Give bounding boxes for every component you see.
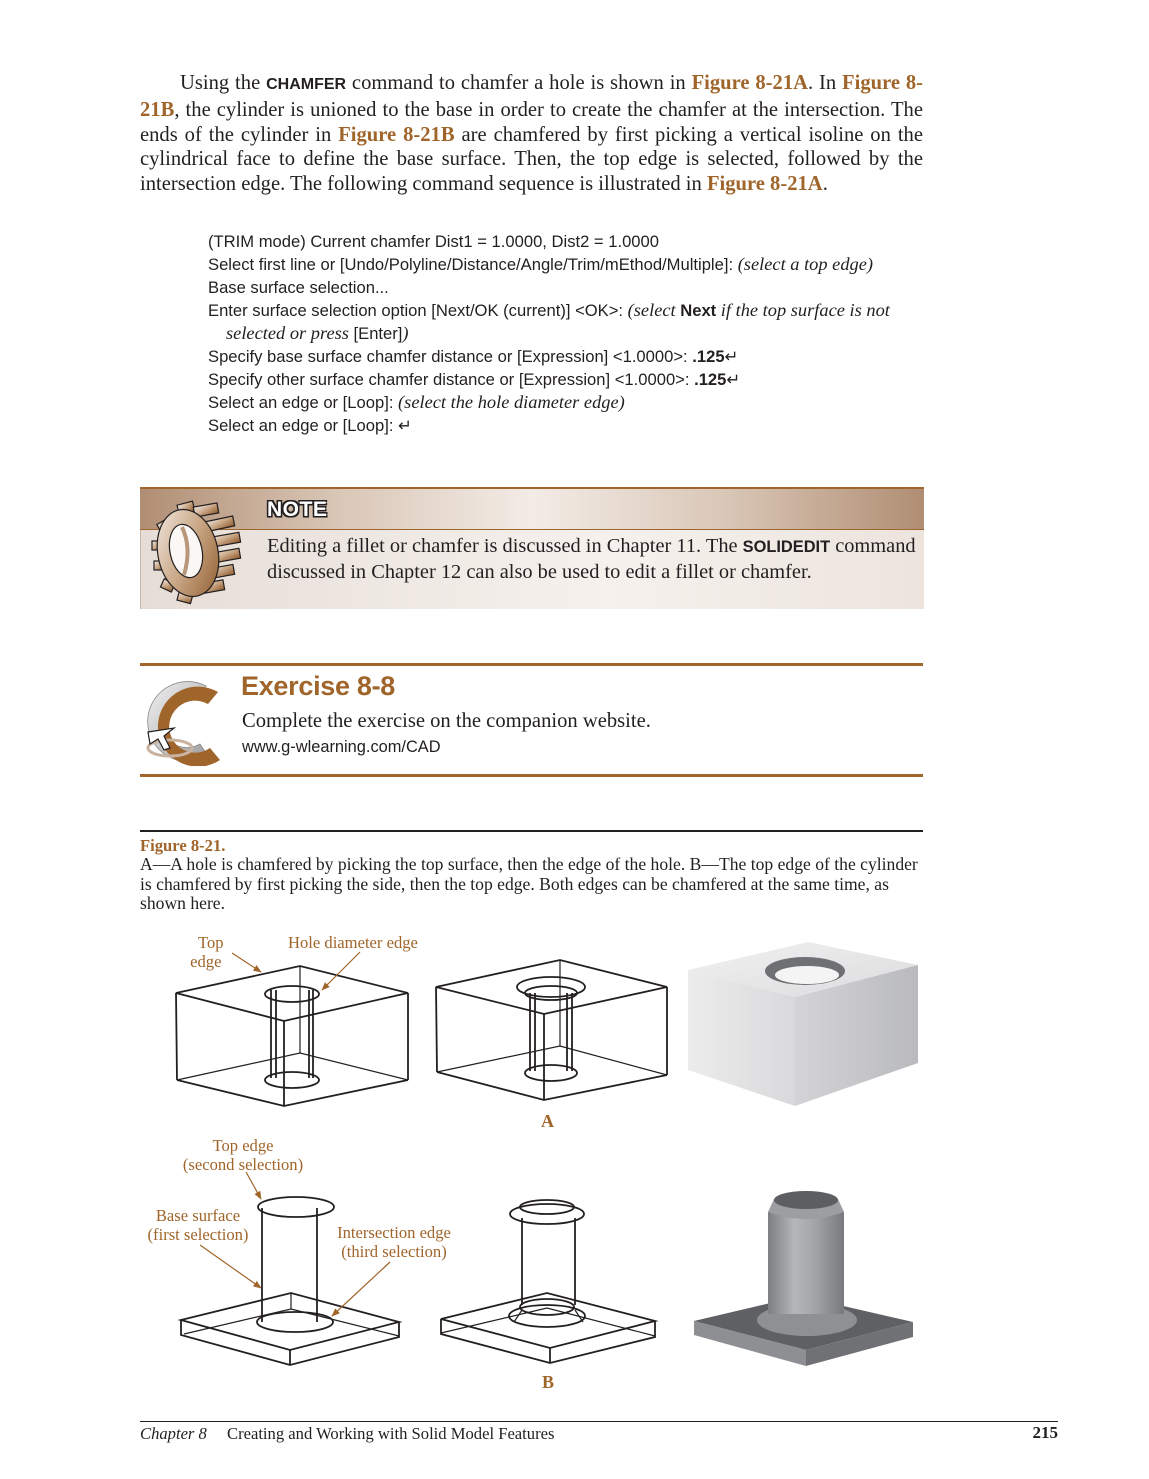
figure-reference-link[interactable]: Figure 8-21B <box>338 123 455 146</box>
intro-text: . In <box>808 72 843 94</box>
callout-text: Top <box>198 933 224 952</box>
wireframe-box-chamfered-hole <box>436 960 667 1100</box>
intro-paragraph <box>140 71 923 197</box>
intro-text: . <box>822 173 828 196</box>
command-name-solidedit: SOLIDEDIT <box>742 538 831 556</box>
command-line <box>208 368 923 391</box>
exercise-link[interactable]: www.g-wlearning.com/CAD <box>242 738 441 756</box>
footer-chapter-title: Creating and Working with Solid Model Features <box>227 1424 555 1443</box>
note-text <box>267 534 917 584</box>
enter-icon: ↵ <box>398 416 412 435</box>
command-prompt: Select an edge or [Loop]: <box>208 393 399 412</box>
intro-text: are chamfered by first picking a vertical isoline on the cylindrical face to define the base surface. Then, the top edge is selected, followed by the intersection edge. The following command sequence is illustrated in <box>140 123 923 196</box>
command-name-chamfer: CHAMFER <box>266 76 347 93</box>
panel-label-b: B <box>542 1372 555 1392</box>
enter-icon: ↵ <box>726 370 741 389</box>
input-value: .125 <box>692 347 725 366</box>
command-line <box>208 253 923 276</box>
command-prompt: Select first line or [Undo/Polyline/Distance/Angle/Trim/mEthod/Multiple]: <box>208 255 738 274</box>
callout-text: (second selection) <box>182 1154 304 1174</box>
command-prompt: Select an edge or [Loop]: <box>208 416 399 435</box>
note-title: NOTE <box>267 498 328 521</box>
callout-base-surface-first-selection <box>141 1207 255 1244</box>
command-prompt: Enter surface selection option [Next/OK (current)] <OK>: <box>208 301 628 320</box>
exercise-text: Complete the exercise on the companion website. <box>242 710 651 732</box>
command-line <box>208 299 923 345</box>
gear-icon <box>148 493 246 607</box>
callout-text: Intersection edge <box>337 1223 451 1242</box>
companion-website-icon <box>140 678 236 766</box>
callout-text: (third selection) <box>341 1241 447 1261</box>
user-action: (select a top edge) <box>737 254 874 274</box>
callout-top-edge <box>188 934 224 971</box>
callout-hole-diameter-edge: Hole diameter edge <box>288 933 418 952</box>
footer-divider <box>140 1421 1058 1422</box>
figure-reference-link[interactable]: Figure 8-21B <box>140 72 923 121</box>
user-action: (select the hole diameter edge) <box>398 392 625 412</box>
wireframe-box-hole <box>176 966 408 1106</box>
figure-label: Figure 8-21. <box>140 836 226 855</box>
shaded-cylinder-render <box>694 1191 913 1366</box>
callout-intersection-edge-third-selection <box>327 1224 461 1261</box>
footer-chapter-label: Chapter 8 <box>140 1424 207 1443</box>
figure-divider <box>140 830 923 832</box>
shaded-box-render <box>688 942 918 1106</box>
option-next: Next <box>680 301 717 320</box>
figure-caption: A—A hole is chamfered by picking the top surface, then the edge of the hole. B—The top edge of the cylinder is chamfered by first picking the side, then the top edge. Both edges can be chamfered at the same time, as shown here. <box>140 854 918 914</box>
note-header-bar <box>140 489 924 530</box>
intro-text: command to chamfer a hole is shown in <box>346 72 692 94</box>
callout-text: (first selection) <box>147 1224 249 1244</box>
command-prompt: Specify base surface chamfer distance or [Expression] <1.0000>: <box>208 347 693 366</box>
user-action: (select <box>627 300 681 320</box>
note-box <box>140 487 924 609</box>
figure-reference-link[interactable]: Figure 8-21A <box>706 173 823 196</box>
command-sequence <box>208 230 923 437</box>
command-line <box>208 345 923 368</box>
exercise-box <box>140 663 923 777</box>
exercise-title: Exercise 8-8 <box>241 671 396 701</box>
callout-text: edge <box>190 951 222 971</box>
input-value: .125 <box>694 370 727 389</box>
enter-key: [Enter] <box>353 324 403 343</box>
page-number: 215 <box>1032 1423 1058 1442</box>
figure-reference-link[interactable]: Figure 8-21A <box>691 72 808 94</box>
command-line <box>208 391 923 414</box>
command-line <box>208 414 923 437</box>
intro-text: Using the <box>180 72 267 94</box>
intro-text: , the cylinder is unioned to the base in order to create the chamfer at the intersection. The ends of the cylinder in <box>140 98 923 146</box>
note-text-part: command discussed in Chapter 12 can also be used to edit a fillet or chamfer. <box>267 535 916 583</box>
user-action: ) <box>402 323 409 343</box>
command-line <box>208 230 923 253</box>
command-prompt: Base surface selection... <box>208 278 389 297</box>
callout-text: Base surface <box>155 1206 241 1225</box>
wireframe-chamfered-cylinder <box>441 1200 655 1363</box>
panel-label-a: A <box>541 1111 554 1131</box>
command-prompt: Specify other surface chamfer distance or [Expression] <1.0000>: <box>208 370 695 389</box>
callout-text: Top edge <box>212 1136 274 1155</box>
note-text-part: Editing a fillet or chamfer is discussed in Chapter 11. The <box>267 535 743 557</box>
callout-top-edge-second-selection <box>176 1137 310 1174</box>
enter-icon: ↵ <box>724 347 739 366</box>
command-prompt: (TRIM mode) Current chamfer Dist1 = 1.0000, Dist2 = 1.0000 <box>208 232 659 251</box>
command-line <box>208 276 923 299</box>
user-action: if the top surface is not selected or press <box>226 300 890 343</box>
